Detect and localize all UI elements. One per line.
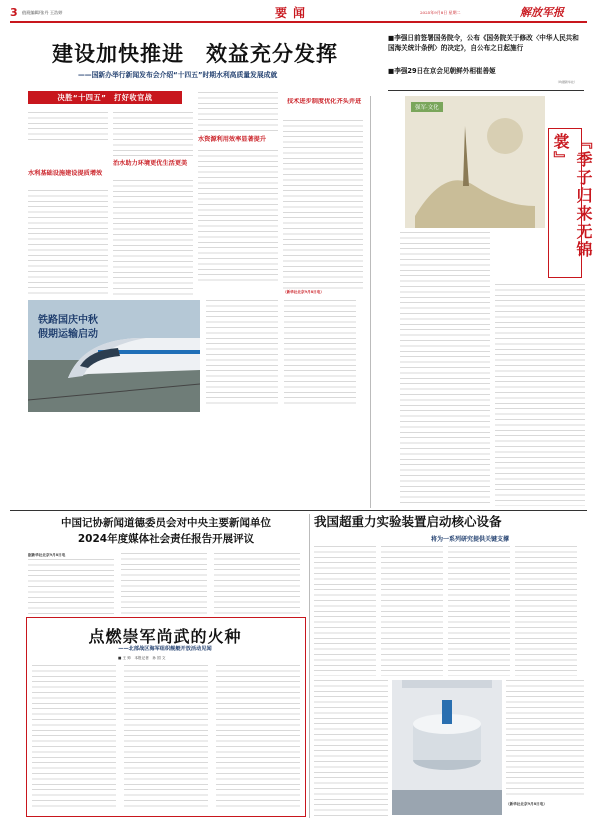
lead-credit: （新华社北京9月8日电） — [283, 290, 324, 294]
lead-col-1 — [28, 110, 108, 295]
railway-text — [206, 300, 356, 412]
masthead-logo: 解放军报 — [520, 6, 564, 19]
bottom-divider — [309, 514, 310, 818]
laser-title: 我国超重力实验装置启动核心设备 — [314, 514, 502, 529]
journalist-title-1: 中国记协新闻道德委员会对中央主要新闻单位 — [61, 517, 271, 529]
journalist-dateline: 据新华社北京9月8日电 — [28, 553, 66, 557]
header-date: 2025年9月8日 星期二 — [420, 10, 461, 15]
column-banner: 强军·文化 — [411, 102, 443, 112]
column-title: 『季子归来无锦裳』 — [551, 133, 593, 259]
mid-rule — [10, 510, 587, 511]
laser-credit: （新华社北京9月8日电） — [506, 802, 547, 806]
campaign-band-text: 决胜“十四五” 打好收官战 — [57, 93, 153, 102]
page-number: 3 — [10, 6, 18, 19]
brief-1: ■李强日前签署国务院令，公布《国务院关于修改〈中华人民共和国海关统计条例〉的决定》，自公布之日起施行 — [388, 34, 579, 52]
brief-note: （均据新华社） — [556, 80, 578, 84]
laser-text-right — [506, 680, 584, 816]
lead-subtitle: ——国新办举行新闻发布会介绍“十四五”时期水利高质量发展成就 — [78, 71, 278, 79]
lead-subhead-4: 技术进步制度优化齐头并进 — [287, 98, 362, 105]
railway-caption: 铁路国庆中秋假期运输启动 — [38, 315, 98, 340]
editor-line: 值班编辑/张丹 王浩婷 — [22, 10, 63, 15]
lead-col-4 — [283, 98, 363, 298]
lead-subhead-3: 水资源利用效率显著提升 — [198, 136, 267, 143]
header-rule — [10, 21, 587, 23]
martial-title: 点燃崇军尚武的火种 — [88, 627, 242, 646]
lead-title: 建设加快推进 效益充分发挥 — [52, 42, 338, 66]
section-title: 要闻 — [275, 6, 312, 20]
laser-subtitle: 将为一系列研究提供关键支撑 — [430, 536, 509, 543]
martial-text — [32, 665, 300, 811]
railway-photo — [28, 300, 200, 412]
briefs-rule — [388, 90, 584, 91]
campaign-band — [28, 91, 182, 104]
brief-2: ■李强29日在京会见朝鲜外相崔善姬 — [388, 67, 496, 75]
col-divider — [370, 96, 371, 508]
lead-col-3 — [198, 90, 278, 285]
journalist-text — [28, 553, 303, 615]
lead-subhead-1: 水利基础设施建设提质增效 — [28, 170, 103, 177]
journalist-title-2: 2024年度媒体社会责任报告开展评议 — [77, 533, 255, 545]
martial-byline: ■ 王 帅 本报记者 孙 国 文 — [118, 656, 166, 660]
laser-text — [314, 546, 584, 676]
laser-device-photo — [392, 680, 502, 815]
laser-text-bottom — [314, 680, 388, 816]
lead-subhead-2: 治水助力环境更优生活更美 — [113, 160, 188, 167]
martial-subtitle: ——北部战区海军组织舰艇开放活动见闻 — [118, 646, 212, 652]
column-text — [400, 232, 585, 512]
lead-col-2 — [113, 110, 193, 295]
column-illustration — [405, 96, 545, 228]
